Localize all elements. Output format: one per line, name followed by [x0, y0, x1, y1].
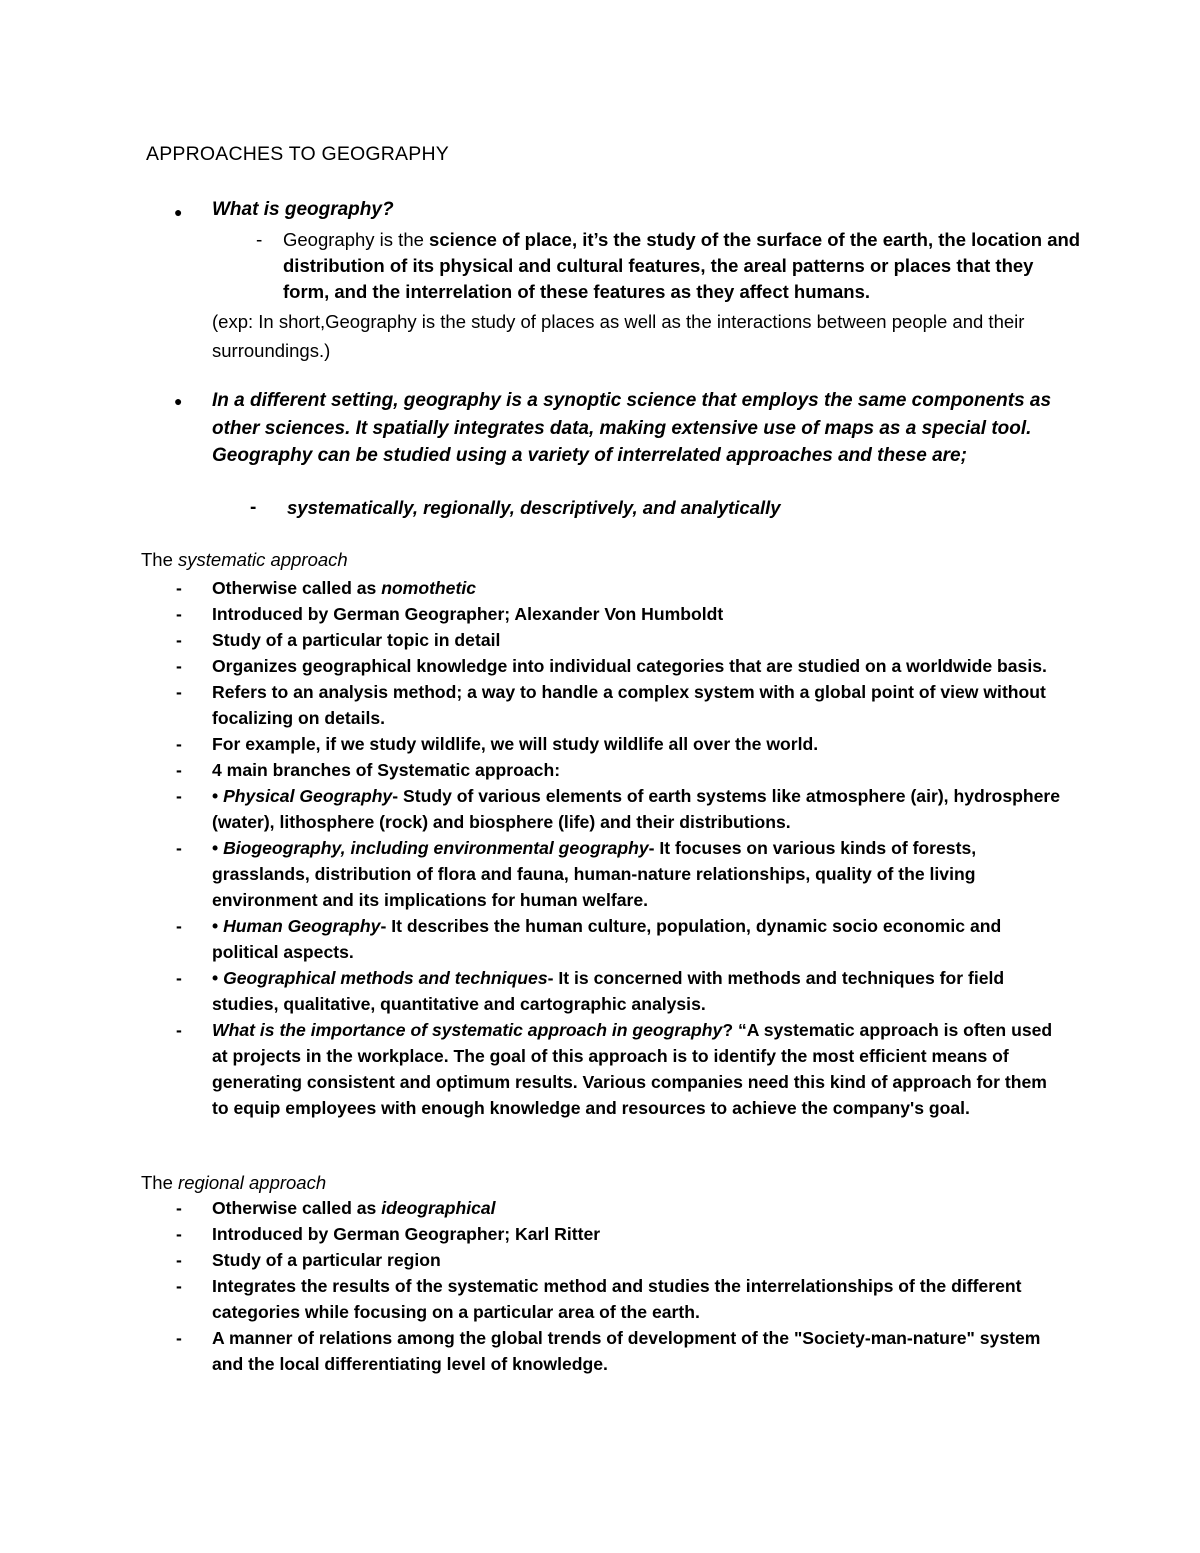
synoptic-science-paragraph: In a different setting, geography is a synoptic science that employs the same components as other sciences. It spatially integrates data, making extensive use of maps as a special tool. Geography can be studied using a variety of interrelated approaches and these are;: [212, 390, 1052, 466]
item-text: Otherwise called as: [212, 578, 382, 598]
item-text-after: - It is concerned with methods and techniques for field studies, qualitative, quantitative and cartographic analysis.: [212, 968, 1005, 1014]
dash-marker: -: [176, 1250, 182, 1270]
item-emphasis: Physical Geography: [223, 786, 393, 806]
systematic-item: [0, 965, 1062, 1017]
geography-definition: [283, 227, 1083, 305]
systematic-item: [0, 575, 1062, 601]
systematic-item: [0, 913, 1062, 965]
regional-item: [0, 1221, 1062, 1247]
item-emphasis: Geographical methods and techniques: [223, 968, 548, 988]
dash-marker: -: [250, 497, 257, 518]
page-title: APPROACHES TO GEOGRAPHY: [146, 143, 449, 165]
systematic-heading: [141, 549, 348, 571]
dash-marker: -: [176, 1198, 182, 1218]
regional-item: [0, 1247, 1062, 1273]
dash-marker: -: [176, 656, 182, 676]
item-text: Introduced by German Geographer; Alexander Von Humboldt: [212, 604, 724, 624]
systematic-item: [0, 627, 1062, 653]
dash-marker: -: [176, 1328, 182, 1348]
item-text: Study of a particular region: [212, 1250, 441, 1270]
dash-marker: -: [176, 734, 182, 754]
dash-marker: -: [176, 1276, 182, 1296]
item-text-after: - Study of various elements of earth systems like atmosphere (air), hydrosphere (water), lithosphere (rock) and biosphere (life) and their distributions.: [212, 786, 1061, 832]
item-text: Integrates the results of the systematic method and studies the interrelationships of the different categories while focusing on a particular area of the earth.: [212, 1276, 1022, 1322]
item-text-after: - It describes the human culture, population, dynamic socio economic and political aspects.: [212, 916, 1002, 962]
regional-item: [0, 1273, 1062, 1325]
dash-marker: -: [176, 916, 182, 936]
item-text-after: ? “A systematic approach is often used at projects in the workplace. The goal of this approach is to identify the most efficient means of generating consistent and optimum results. Various companies need this kind of approach for them to equip employees with enough knowledge and resources to achieve the company's goal.: [212, 1020, 1053, 1118]
dash-marker: -: [176, 838, 182, 858]
item-emphasis: Human Geography: [223, 916, 381, 936]
definition-lead: Geography is the: [283, 229, 430, 250]
item-text: Organizes geographical knowledge into individual categories that are studied on a worldwide basis.: [212, 656, 1047, 676]
regional-heading: [141, 1172, 326, 1194]
systematic-item: [0, 653, 1062, 679]
item-emphasis: What is the importance of systematic approach in geography: [212, 1020, 723, 1040]
regional-heading-prefix: The: [141, 1172, 179, 1193]
dash-marker: -: [176, 760, 182, 780]
item-text: Study of a particular topic in detail: [212, 630, 501, 650]
item-text: A manner of relations among the global trends of development of the "Society-man-nature" system and the local differentiating level of knowledge.: [212, 1328, 1041, 1374]
question-what-is-geography: What is geography?: [212, 199, 394, 220]
systematic-heading-em: systematic approach: [178, 549, 348, 570]
systematic-item: [0, 835, 1062, 913]
systematic-item: [0, 679, 1062, 731]
systematic-item: [0, 757, 1062, 783]
dash-marker: -: [176, 1224, 182, 1244]
regional-heading-em: regional approach: [178, 1172, 327, 1193]
regional-item: [0, 1325, 1062, 1377]
dash-marker: -: [256, 230, 263, 251]
item-text: •: [212, 968, 224, 988]
dash-marker: -: [176, 604, 182, 624]
item-text: •: [212, 916, 224, 936]
dash-marker: -: [176, 630, 182, 650]
systematic-item: [0, 601, 1062, 627]
systematic-heading-prefix: The: [141, 549, 179, 570]
systematic-item: [0, 1017, 1062, 1121]
item-text: Introduced by German Geographer; Karl Ritter: [212, 1224, 601, 1244]
item-emphasis: nomothetic: [381, 578, 476, 598]
item-text: For example, if we study wildlife, we will study wildlife all over the world.: [212, 734, 819, 754]
dash-marker: -: [176, 1020, 182, 1040]
bullet-icon: ●: [174, 204, 183, 220]
item-text: •: [212, 786, 224, 806]
item-text: •: [212, 838, 224, 858]
item-emphasis: Biogeography, including environmental geography: [223, 838, 649, 858]
systematic-item: [0, 731, 1062, 757]
definition-bold: science of place, it’s the study of the surface of the earth, the location and distribution of its physical and cultural features, the areal patterns or places that they form, and the interrelation of these features as they affect humans.: [283, 229, 1081, 302]
item-emphasis: ideographical: [381, 1198, 496, 1218]
dash-marker: -: [176, 968, 182, 988]
systematic-item: [0, 783, 1062, 835]
dash-marker: -: [176, 786, 182, 806]
regional-list: [0, 1195, 1200, 1377]
systematic-list: [0, 575, 1200, 1121]
dash-marker: -: [176, 682, 182, 702]
item-text-after: - It focuses on various kinds of forests, grasslands, distribution of flora and fauna, human-nature relationships, quality of the living environment and its implications for human welfare.: [212, 838, 977, 910]
regional-item: [0, 1195, 1062, 1221]
geography-example: (exp: In short,Geography is the study of places as well as the interactions between people and their surroundings.): [212, 311, 1025, 361]
item-text: Refers to an analysis method; a way to handle a complex system with a global point of view without focalizing on details.: [212, 682, 1046, 728]
item-text: 4 main branches of Systematic approach:: [212, 760, 561, 780]
bullet-icon: ●: [174, 393, 183, 409]
dash-marker: -: [176, 578, 182, 598]
item-text: Otherwise called as: [212, 1198, 382, 1218]
approaches-list: systematically, regionally, descriptively, and analytically: [287, 497, 781, 518]
